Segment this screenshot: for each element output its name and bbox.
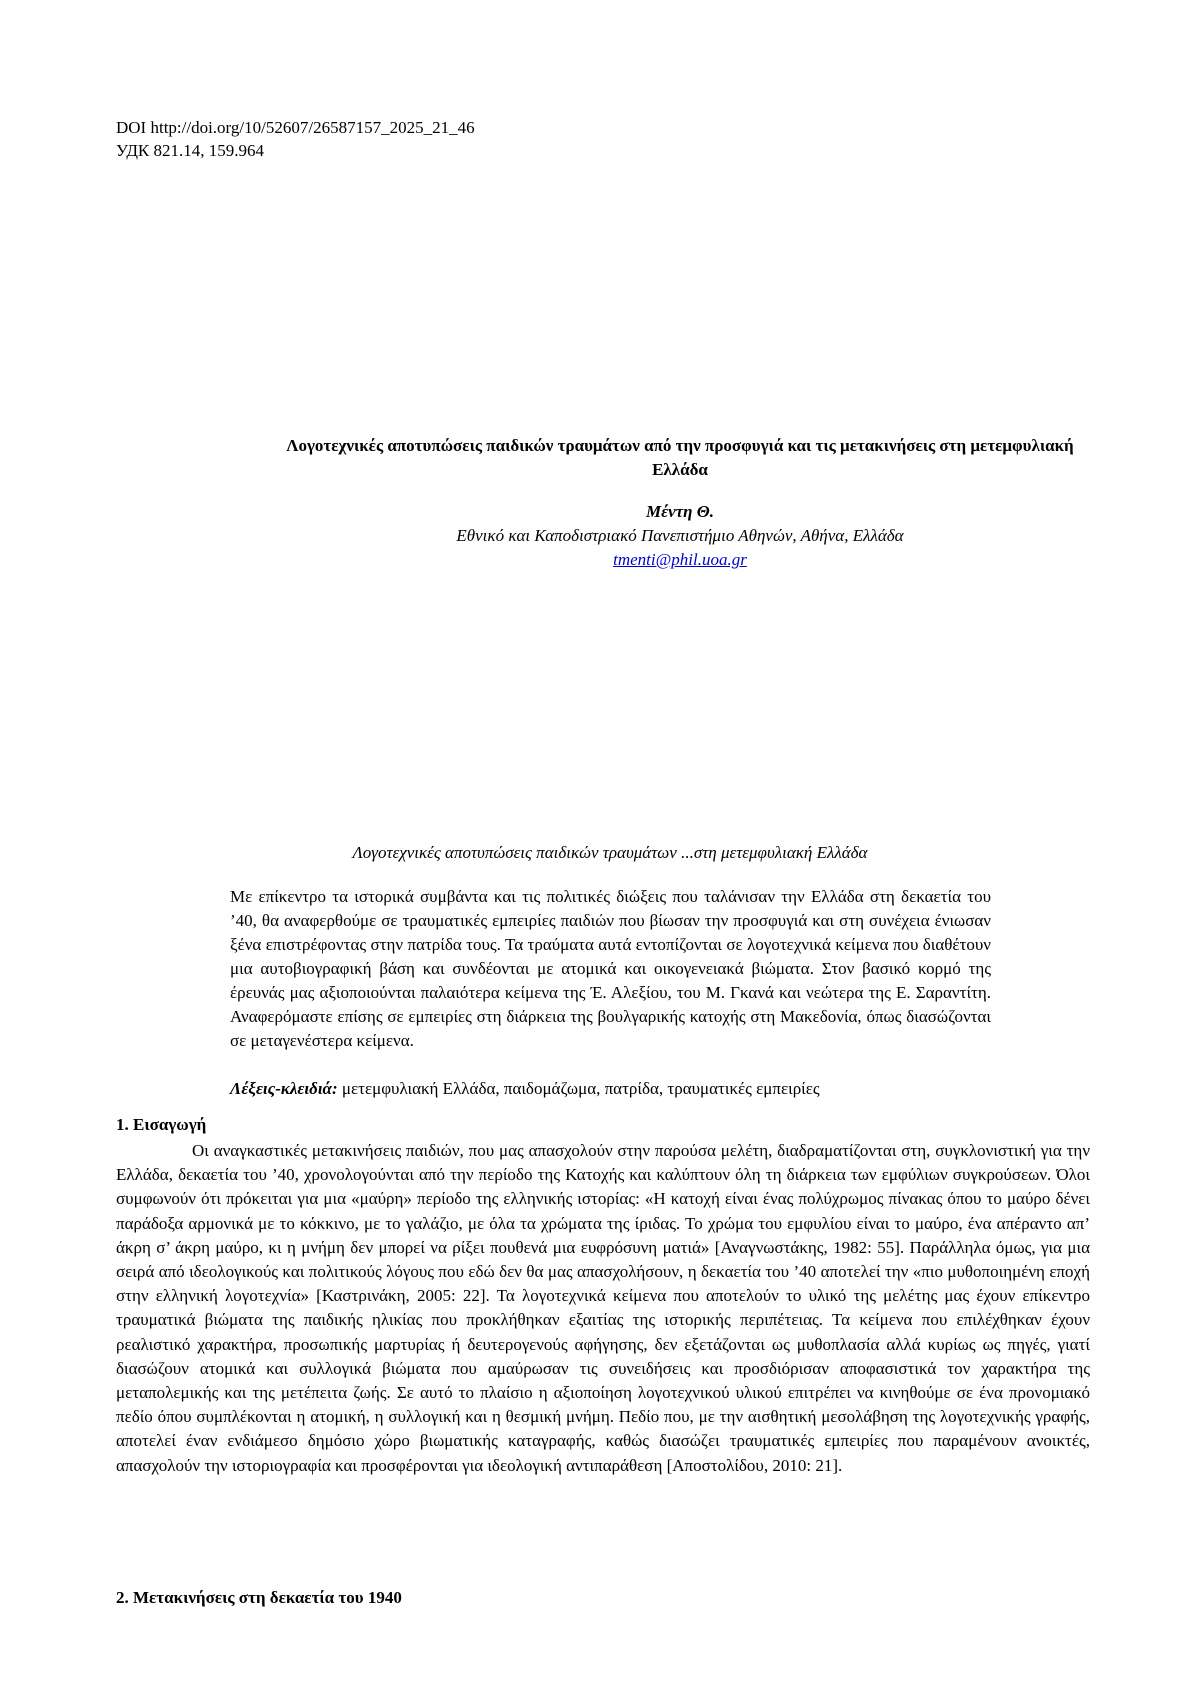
keywords-text: μετεμφυλιακή Ελλάδα, παιδομάζωμα, πατρίδα, τραυματικές εμπειρίες — [342, 1079, 820, 1098]
abstract — [230, 885, 991, 1053]
article-title: Λογοτεχνικές αποτυπώσεις παιδικών τραυμάτων από την προσφυγιά και τις μετακινήσεις στη μετεμφυλιακή Ελλάδα — [260, 434, 1100, 482]
introduction-body — [116, 1139, 1090, 1478]
abstract-text: Με επίκεντρο τα ιστορικά συμβάντα και τις πολιτικές διώξεις που ταλάνισαν την Ελλάδα στη δεκαετία του ’40, θα αναφερθούμε σε τραυματικές εμπειρίες παιδιών που βίωσαν την προσφυγιά και στη συνέχεια ένιωσαν ξένα επιστρέφοντας στην πατρίδα τους. Τα τραύματα αυτά εντοπίζονται σε λογοτεχνικά κείμενα που διαθέτουν μια αυτοβιογραφική βάση και συνδέονται με ατομικά και οικογενειακά βιώματα. Στον βασικό κορμό της έρευνάς μας αξιοποιούνται παλαιότερα κείμενα της Έ. Αλεξίου, του Μ. Γκανά και νεώτερα της Ε. Σαραντίτη. Αναφερόμαστε επίσης σε εμπειρίες στη διάρκεια της βουλγαρικής κατοχής στη Μακεδονία, όπως διασώζονται σε μεταγενέστερα κείμενα. — [230, 885, 991, 1053]
keywords-line — [230, 1077, 991, 1101]
section-heading-introduction: 1. Εισαγωγή — [116, 1113, 206, 1137]
udk-line: УДК 821.14, 159.964 — [116, 139, 475, 162]
document-page — [0, 0, 1200, 1697]
introduction-paragraph: Οι αναγκαστικές μετακινήσεις παιδιών, που μας απασχολούν στην παρούσα μελέτη, διαδραματίζονται στη, συγκλονιστική για την Ελλάδα, δεκαετία του ’40, χρονολογούνται από την περίοδο της Κατοχής και καλύπτουν όλη τη διάρκεια των εμφύλιων συγκρούσεων. Όλοι συμφωνούν ότι πρόκειται για μια «μαύρη» περίοδο της ελληνικής ιστορίας: «Η κατοχή είναι ένας πολύχρωμος πίνακας όπου το μαύρο δένει παράδοξα αρμονικά με το κόκκινο, με το γαλάζιο, με όλα τα χρώματα της ίριδας. Το χρώμα του εμφυλίου είναι το μαύρο, ένα απέραντο απ’ άκρη σ’ άκρη μαύρο, κι η μνήμη δεν μπορεί να ρίξει πουθενά μια ευφρόσυνη ματιά» [Αναγνωστάκης, 1982: 55]. Παράλληλα όμως, για μια σειρά από ιδεολογικούς και πολιτικούς λόγους που εδώ δεν θα μας απασχολήσουν, η δεκαετία του ’40 αποτελεί την «πιο μυθοποιημένη εποχή στην ελληνική λογοτεχνία» [Καστρινάκη, 2005: 22]. Τα λογοτεχνικά κείμενα που αποτελούν το υλικό της μελέτης μας έχουν επίκεντρο τραυματικά βιώματα της παιδικής ηλικίας που προκλήθηκαν εξαιτίας της ιστορικής περιπέτειας. Τα κείμενα που επιλέχθηκαν έχουν ρεαλιστικό χαρακτήρα, προσωπικής μαρτυρίας ή δευτερογενούς αφήγησης, δεν εξετάζονται ως μυθοπλασία αλλά κυρίως ως πηγές, γιατί διασώζουν ατομικά και συλλογικά βιώματα που αμαύρωσαν τις συνειδήσεις και προσδιόρισαν αποφασιστικά τον χαρακτήρα της μεταπολεμικής και της μετέπειτα ζωής. Σε αυτό το πλαίσιο η αξιοποίηση λογοτεχνικού υλικού επιτρέπει να κινηθούμε σε ένα προνομιακό πεδίο όπου συμπλέκονται η ατομική, η συλλογική και η θεσμική μνήμη. Πεδίο που, με την αισθητική μεσολάβηση της λογοτεχνικής γραφής, αποτελεί έναν ενδιάμεσο δημόσιο χώρο βιωματικής καταγραφής, καθώς διασώζει τραυματικές εμπειρίες που παραμένουν ανοικτές, απασχολούν την ιστοριογραφία και προσφέρονται για ιδεολογική αντιπαράθεση [Αποστολίδου, 2010: 21]. — [116, 1139, 1090, 1478]
section-heading-movements: 2. Μετακινήσεις στη δεκαετία του 1940 — [116, 1586, 402, 1610]
article-identifiers — [116, 116, 475, 162]
running-title: Λογοτεχνικές αποτυπώσεις παιδικών τραυμάτων ...στη μετεμφυλιακή Ελλάδα — [230, 841, 990, 865]
keywords-label: Λέξεις-κλειδιά: — [230, 1079, 338, 1098]
doi-line: DOI http://doi.org/10/52607/26587157_2025_21_46 — [116, 116, 475, 139]
author-affiliation: Εθνικό και Καποδιστριακό Πανεπιστήμιο Αθηνών, Αθήνα, Ελλάδα — [260, 524, 1100, 548]
author-name: Μέντη Θ. — [260, 500, 1100, 524]
author-email-link[interactable]: tmenti@phil.uoa.gr — [613, 550, 747, 569]
author-block — [260, 500, 1100, 572]
